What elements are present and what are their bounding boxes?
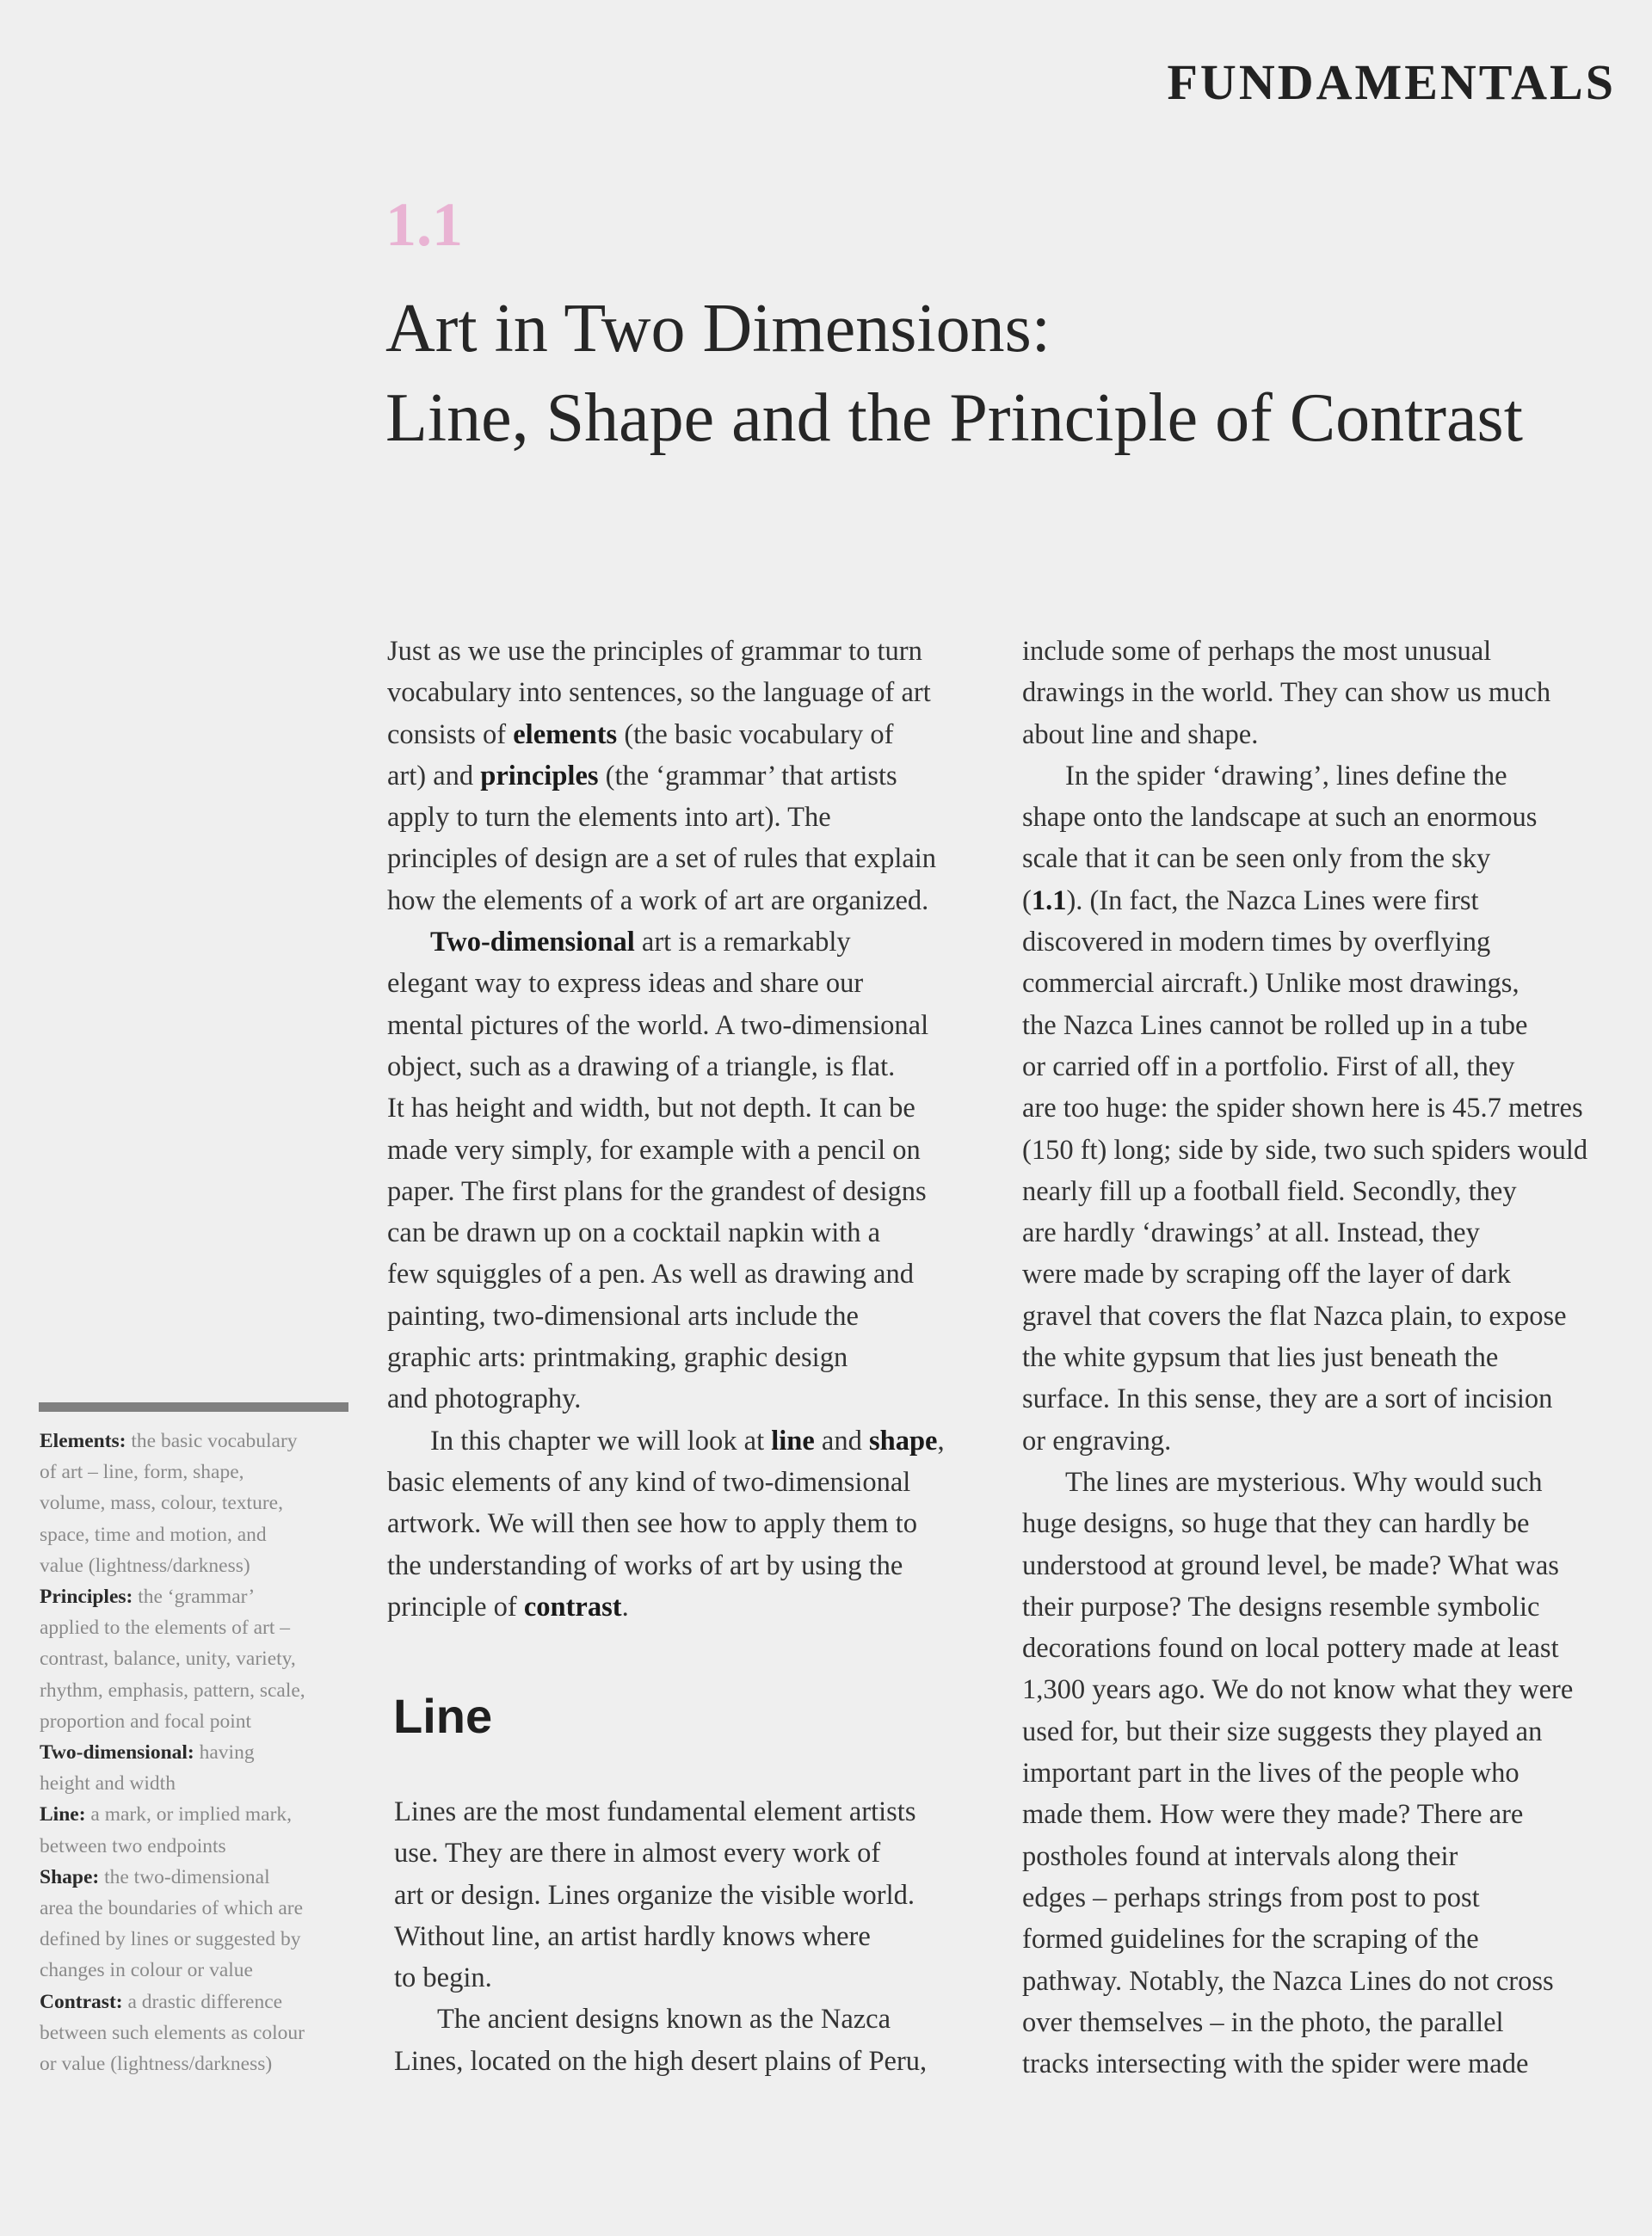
text-line — [387, 755, 989, 797]
figure-reference: 1.1 — [1031, 884, 1067, 916]
text-line: were made by scraping off the layer of dark — [1022, 1259, 1511, 1290]
text-line: few squiggles of a pen. As well as drawing and — [387, 1259, 914, 1290]
text-line: drawings in the world. They can show us much — [1022, 677, 1551, 709]
term-shape: shape — [868, 1425, 938, 1457]
text-line: shape onto the landscape at such an enormous — [1022, 802, 1538, 834]
term-principles: principles — [480, 760, 599, 792]
text-line — [387, 1420, 989, 1462]
text-line: mental pictures of the world. A two-dimensional — [387, 1009, 929, 1041]
text-line: painting, two-dimensional arts include the — [387, 1300, 859, 1332]
text-line: graphic arts: printmaking, graphic design — [387, 1342, 848, 1374]
text-line: the white gypsum that lies just beneath the — [1022, 1342, 1499, 1374]
text-run: art is a remarkably — [634, 927, 851, 958]
text-run: , — [937, 1425, 945, 1457]
text-line: or engraving. — [1022, 1425, 1172, 1457]
text-line: art or design. Lines organize the visible world. — [394, 1879, 915, 1911]
text-line: (150 ft) long; side by side, two such spiders would — [1022, 1134, 1588, 1166]
text-line: basic elements of any kind of two-dimensional — [387, 1466, 911, 1498]
term-elements: elements — [513, 718, 618, 750]
glossary — [40, 1426, 358, 2079]
text-run: and — [814, 1425, 869, 1457]
glossary-line — [40, 1987, 358, 2017]
text-line: decorations found on local pottery made at least — [1022, 1633, 1559, 1665]
text-line: apply to turn the elements into art). The — [387, 802, 831, 834]
text-line: or carried off in a portfolio. First of all, they — [1022, 1050, 1515, 1082]
glossary-definition: a drastic difference — [122, 1990, 283, 2013]
left-column-continued — [394, 1791, 996, 2082]
glossary-term: Principles: — [40, 1586, 133, 1609]
text-line: how the elements of a work of art are organized. — [387, 884, 929, 916]
chapter-title-line: Art in Two Dimensions: — [385, 291, 1051, 367]
glossary-line: space, time and motion, and — [40, 1523, 267, 1546]
text-run: . — [621, 1591, 629, 1623]
glossary-definition: the ‘grammar’ — [133, 1586, 256, 1609]
text-run: ). (In fact, the Nazca Lines were first — [1066, 884, 1479, 916]
text-line: the understanding of works of art by using the — [387, 1549, 903, 1581]
text-line: made them. How were they made? There are — [1022, 1799, 1524, 1831]
text-line: to begin. — [394, 1962, 492, 1994]
text-line: Just as we use the principles of grammar to turn — [387, 636, 922, 667]
paragraph — [387, 921, 989, 1420]
paragraph — [394, 1999, 996, 2082]
text-run: ( — [1022, 884, 1032, 916]
text-line: can be drawn up on a cocktail napkin with a — [387, 1217, 881, 1249]
glossary-line — [40, 1581, 358, 1612]
text-line: use. They are there in almost every work of — [394, 1838, 881, 1869]
text-line: made very simply, for example with a pencil on — [387, 1134, 921, 1166]
paragraph — [1022, 755, 1642, 1462]
glossary-line — [40, 1737, 358, 1768]
text-line: The lines are mysterious. Why would such — [1065, 1466, 1543, 1498]
paragraph — [387, 1420, 989, 1628]
text-line: object, such as a drawing of a triangle, is flat. — [387, 1050, 896, 1082]
text-line: In the spider ‘drawing’, lines define the — [1065, 760, 1507, 792]
text-line: understood at ground level, be made? What was — [1022, 1549, 1559, 1581]
text-line: are hardly ‘drawings’ at all. Instead, they — [1022, 1217, 1480, 1249]
text-line: tracks intersecting with the spider were made — [1022, 2048, 1529, 2080]
glossary-term: Two-dimensional: — [40, 1741, 194, 1765]
glossary-term: Contrast: — [40, 1990, 123, 2013]
glossary-definition: having — [194, 1741, 255, 1765]
text-line — [387, 921, 989, 963]
text-line: their purpose? The designs resemble symbolic — [1022, 1591, 1540, 1623]
text-line: nearly fill up a football field. Secondly, they — [1022, 1175, 1517, 1207]
glossary-line: height and width — [40, 1772, 176, 1796]
text-line — [1022, 880, 1642, 921]
text-line: huge designs, so huge that they can hardly be — [1022, 1508, 1530, 1540]
text-line: It has height and width, but not depth. It can be — [387, 1093, 915, 1124]
glossary-line: defined by lines or suggested by — [40, 1928, 301, 1951]
text-run: principle of — [387, 1591, 524, 1623]
text-line: about line and shape. — [1022, 718, 1259, 750]
text-line: pathway. Notably, the Nazca Lines do not cross — [1022, 1965, 1554, 1997]
text-line: postholes found at intervals along their — [1022, 1840, 1458, 1872]
text-line: the Nazca Lines cannot be rolled up in a tube — [1022, 1009, 1528, 1041]
text-line — [387, 714, 989, 755]
glossary-term: Elements: — [40, 1430, 126, 1452]
term-contrast: contrast — [523, 1591, 622, 1623]
glossary-line: proportion and focal point — [40, 1709, 252, 1733]
text-run: art) and — [387, 760, 481, 792]
text-run: (the basic vocabulary of — [617, 718, 894, 750]
glossary-line: of art – line, form, shape, — [40, 1461, 244, 1484]
glossary-line: contrast, balance, unity, variety, — [40, 1648, 296, 1671]
text-line: are too huge: the spider shown here is 45.7 metres — [1022, 1093, 1583, 1124]
text-line: edges – perhaps strings from post to post — [1022, 1882, 1480, 1913]
text-line: Without line, an artist hardly knows where — [394, 1920, 871, 1952]
text-line: elegant way to express ideas and share our — [387, 968, 864, 1000]
left-column — [387, 631, 989, 1628]
glossary-line: volume, mass, colour, texture, — [40, 1492, 283, 1515]
glossary-line: rhythm, emphasis, pattern, scale, — [40, 1679, 305, 1702]
text-line: gravel that covers the flat Nazca plain, to expose — [1022, 1300, 1567, 1332]
term-line: line — [771, 1425, 815, 1457]
glossary-line: between such elements as colour — [40, 2021, 305, 2044]
text-line: used for, but their size suggests they played an — [1022, 1715, 1543, 1747]
paragraph — [394, 1791, 996, 1999]
text-line — [387, 1586, 989, 1628]
text-line: over themselves – in the photo, the parallel — [1022, 2006, 1504, 2038]
glossary-line: value (lightness/darkness) — [40, 1554, 250, 1577]
text-line: and photography. — [387, 1383, 582, 1415]
paragraph — [387, 631, 989, 921]
text-line: scale that it can be seen only from the sky — [1022, 843, 1491, 875]
glossary-line: between two endpoints — [40, 1834, 226, 1857]
text-line: Lines, located on the high desert plains of Peru, — [394, 2045, 928, 2077]
text-line: include some of perhaps the most unusual — [1022, 636, 1492, 667]
glossary-definition: a mark, or implied mark, — [85, 1803, 293, 1826]
glossary-definition: the two-dimensional — [99, 1865, 270, 1888]
right-column — [1022, 631, 1642, 2085]
text-line: vocabulary into sentences, so the language of art — [387, 677, 931, 709]
text-line: discovered in modern times by overflying — [1022, 927, 1491, 958]
paragraph — [1022, 1462, 1642, 2085]
paragraph — [1022, 631, 1642, 755]
text-run: consists of — [387, 718, 514, 750]
text-line: surface. In this sense, they are a sort of incision — [1022, 1383, 1553, 1415]
text-line: Lines are the most fundamental element artists — [394, 1796, 916, 1827]
glossary-line — [40, 1799, 358, 1830]
glossary-line: or value (lightness/darkness) — [40, 2053, 273, 2076]
glossary-line — [40, 1862, 358, 1893]
glossary-line — [40, 1426, 358, 1457]
text-run: (the ‘grammar’ that artists — [598, 760, 897, 792]
text-line: 1,300 years ago. We do not know what they were — [1022, 1674, 1574, 1706]
glossary-term: Line: — [40, 1803, 86, 1826]
text-line: The ancient designs known as the Nazca — [437, 2004, 891, 2036]
text-line: artwork. We will then see how to apply them to — [387, 1508, 917, 1540]
section-header: FUNDAMENTALS — [1167, 54, 1616, 110]
text-run: In this chapter we will look at — [430, 1425, 772, 1457]
glossary-line: area the boundaries of which are — [40, 1897, 304, 1920]
chapter-title-line: Line, Shape and the Principle of Contrast — [385, 380, 1523, 456]
text-line: formed guidelines for the scraping of the — [1022, 1924, 1479, 1956]
term-two-dimensional: Two-dimensional — [430, 927, 635, 958]
text-line: principles of design are a set of rules that explain — [387, 843, 937, 875]
glossary-line: changes in colour or value — [40, 1959, 253, 1982]
text-line: commercial aircraft.) Unlike most drawings, — [1022, 968, 1519, 1000]
glossary-line: applied to the elements of art – — [40, 1617, 291, 1640]
text-line: important part in the lives of the people who — [1022, 1758, 1519, 1789]
chapter-number: 1.1 — [385, 190, 463, 259]
chapter-title — [385, 284, 1590, 463]
glossary-term: Shape: — [40, 1865, 100, 1888]
text-line: paper. The first plans for the grandest of designs — [387, 1175, 927, 1207]
section-heading-line: Line — [393, 1689, 493, 1743]
glossary-definition: the basic vocabulary — [126, 1430, 298, 1452]
glossary-divider — [39, 1402, 348, 1412]
